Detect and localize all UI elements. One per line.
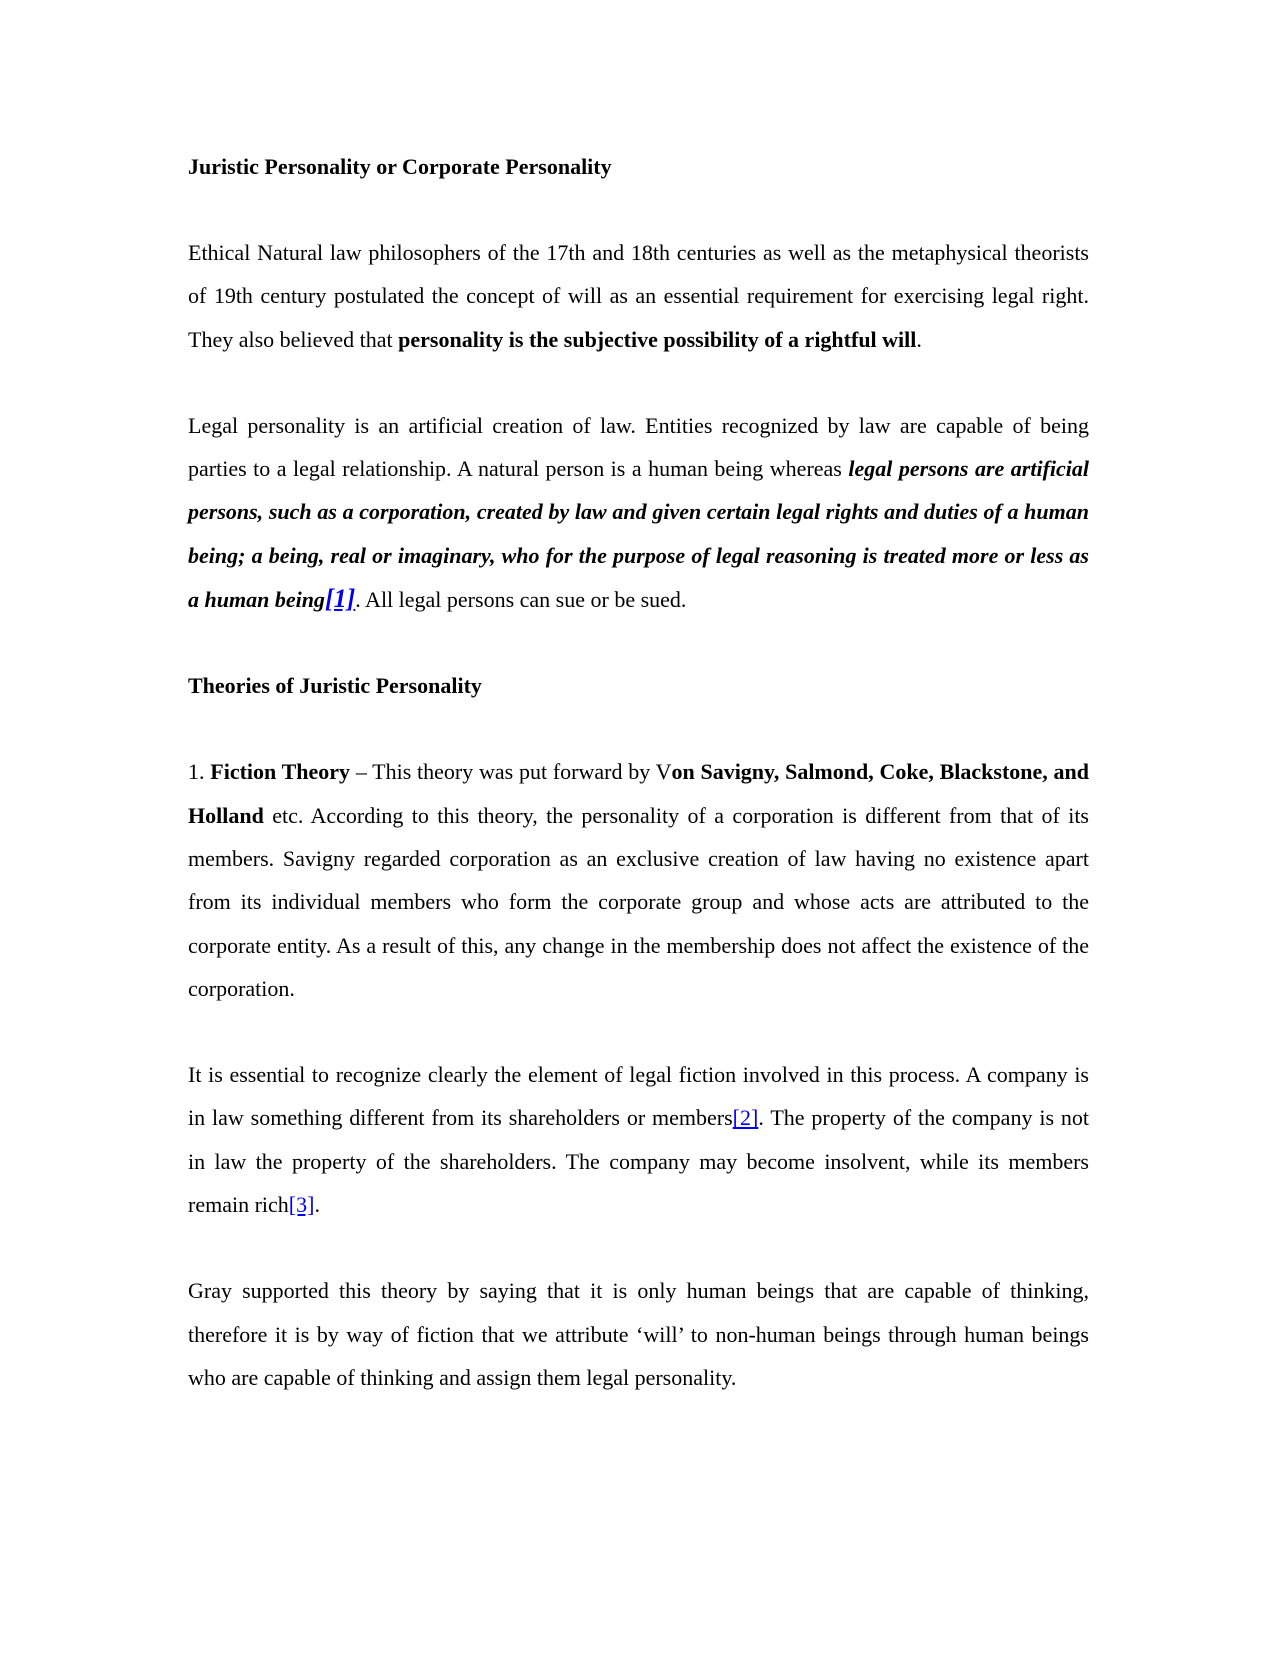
proponent-names: on Savigny, Salmond, Coke, Blackstone, and Holland — [188, 759, 1090, 828]
spacer — [188, 1010, 1089, 1053]
footnote-link-1[interactable]: [1] — [324, 584, 356, 614]
spacer — [188, 621, 1089, 664]
footnote-link-2[interactable]: [2] — [732, 1105, 759, 1131]
paragraph-text: Gray supported this theory by saying that it is only human beings that are capable of thinking, therefore it is by way of fiction that we attribute ‘will’ to non-human beings through human beings who are capable of thinking and assign them legal personality. — [188, 1278, 1089, 1390]
list-number: 1. — [188, 759, 211, 785]
paragraph-end: . All legal persons can sue or be sued. — [355, 587, 687, 613]
paragraph-fiction-theory — [188, 750, 1089, 1010]
spacer — [188, 1226, 1089, 1269]
paragraph-will-concept — [188, 231, 1089, 361]
spacer — [188, 188, 1089, 231]
section-heading: Theories of Juristic Personality — [188, 673, 482, 699]
spacer — [188, 707, 1089, 750]
document-page — [188, 145, 1089, 1399]
bold-phrase: personality is the subjective possibility of a rightful will — [398, 326, 917, 352]
paragraph-gray-theory — [188, 1269, 1089, 1399]
theory-term: Fiction Theory — [210, 759, 351, 785]
paragraph-text: It is essential to recognize clearly the element of legal fiction involved in this process. A company is in law something different from its shareholders or members — [188, 1062, 1089, 1131]
paragraph-text: Legal personality is an artificial creation of law. Entities recognized by law are capable of being parties to a legal relationship. A natural person is a human being whereas — [188, 412, 1089, 482]
paragraph-text: . The property of the company is not in law the property of the shareholders. The company may become insolvent, while its members remain rich — [188, 1105, 1089, 1218]
spacer — [188, 361, 1089, 404]
paragraph-text: – This theory was put forward by V — [350, 759, 672, 785]
paragraph-end: . — [314, 1192, 320, 1218]
paragraph-text: etc. According to this theory, the personality of a corporation is different from that of its members. Savigny regarded corporation as an exclusive creation of law having no existence apart from its individual members who form the corporate group and whose acts are attributed to the corporate entity. As a result of this, any change in the membership does not affect the existence of the corporation. — [188, 802, 1089, 1001]
paragraph-legal-personality — [188, 404, 1089, 621]
document-title: Juristic Personality or Corporate Personality — [188, 154, 612, 179]
paragraph-end: . — [916, 326, 922, 352]
paragraph-legal-fiction — [188, 1053, 1089, 1226]
bold-italic-definition: legal persons are artificial persons, such as a corporation, created by law and given certain legal rights and duties of a human being; a being, real or imaginary, who for the purpose of legal reasoning is treated more or less as a human being — [188, 456, 1089, 613]
paragraph-text: Ethical Natural law philosophers of the 17th and 18th centuries as well as the metaphysical theorists of 19th century postulated the concept of will as an essential requirement for exercising legal right. They also believed that — [188, 240, 1089, 352]
footnote-link-3[interactable]: [3] — [288, 1192, 315, 1218]
